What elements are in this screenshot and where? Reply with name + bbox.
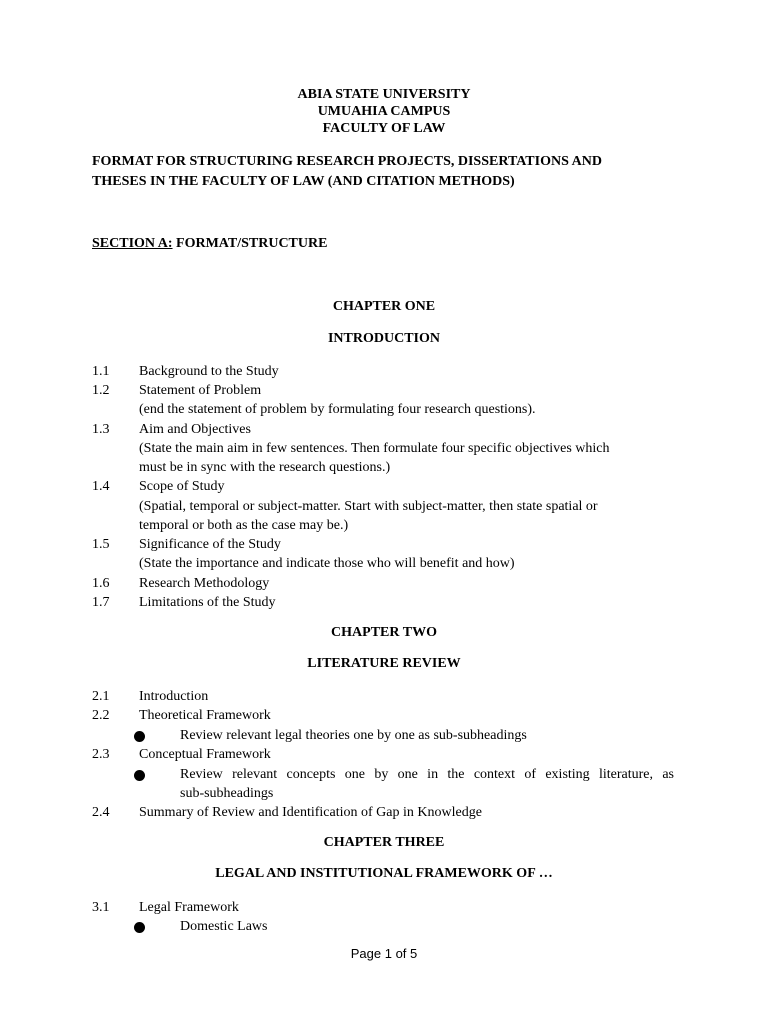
chapter-three-title: LEGAL AND INSTITUTIONAL FRAMEWORK OF …: [215, 866, 553, 881]
list-item: [0, 803, 768, 823]
list-item: [0, 420, 768, 440]
bullet-item: [0, 726, 768, 746]
list-item-note: [0, 554, 768, 574]
chapter-one-title: INTRODUCTION: [327, 331, 440, 346]
chapter-two-heading: CHAPTER TWO: [331, 625, 437, 640]
item-number: 1.1: [92, 364, 110, 379]
list-item: [0, 535, 768, 555]
bullet-icon: [134, 770, 145, 781]
list-item: [0, 381, 768, 401]
item-number: 1.6: [92, 576, 110, 591]
item-note: (State the main aim in few sentences. Then formulate four specific objectives which: [139, 441, 610, 456]
list-item: [0, 898, 768, 918]
document-title-line-1: FORMAT FOR STRUCTURING RESEARCH PROJECTS, DISSERTATIONS AND: [92, 154, 602, 169]
bullet-text: Review relevant concepts one by one in the context of existing literature, as: [180, 767, 674, 782]
document-title: [92, 152, 692, 192]
item-number: 2.4: [92, 805, 110, 820]
item-note: (Spatial, temporal or subject-matter. Start with subject-matter, then state spatial or: [139, 499, 598, 514]
bullet-icon: [134, 731, 145, 742]
bullet-item: [0, 917, 768, 937]
item-note: must be in sync with the research questions.): [139, 460, 391, 475]
campus-name: UMUAHIA CAMPUS: [317, 104, 451, 119]
item-text: Conceptual Framework: [139, 747, 271, 762]
item-number: 3.1: [92, 900, 110, 915]
list-item: [0, 574, 768, 594]
item-number: 2.2: [92, 708, 110, 723]
item-note: (State the importance and indicate those who will benefit and how): [139, 556, 515, 571]
list-item: [0, 593, 768, 613]
list-item-note: [0, 400, 768, 420]
list-item: [0, 362, 768, 382]
bullet-text: sub-subheadings: [180, 786, 274, 801]
section-heading: [92, 236, 327, 252]
item-text: Scope of Study: [139, 479, 225, 494]
item-note: (end the statement of problem by formulating four research questions).: [139, 402, 536, 417]
list-item: [0, 706, 768, 726]
item-text: Aim and Objectives: [139, 422, 251, 437]
section-label: SECTION A:: [92, 236, 173, 251]
item-text: Legal Framework: [139, 900, 239, 915]
item-text: Limitations of the Study: [139, 595, 276, 610]
page-number: Page 1 of 5: [350, 946, 418, 961]
list-item-note: [0, 439, 768, 459]
chapter-two-title: LITERATURE REVIEW: [307, 656, 461, 671]
list-item-note: [0, 458, 768, 478]
item-text: Significance of the Study: [139, 537, 281, 552]
item-text: Statement of Problem: [139, 383, 262, 398]
chapter-one-heading: CHAPTER ONE: [332, 299, 436, 314]
item-number: 2.1: [92, 689, 110, 704]
document-title-line-2: THESES IN THE FACULTY OF LAW (AND CITATION METHODS): [92, 174, 515, 189]
list-item-note: [0, 497, 768, 517]
section-title: FORMAT/STRUCTURE: [172, 236, 328, 251]
item-number: 1.4: [92, 479, 110, 494]
bullet-item-continuation: [0, 784, 768, 804]
list-item: [0, 745, 768, 765]
list-item: [0, 687, 768, 707]
list-item-note: [0, 516, 768, 536]
university-name: ABIA STATE UNIVERSITY: [297, 87, 471, 102]
item-text: Research Methodology: [139, 576, 270, 591]
item-text: Theoretical Framework: [139, 708, 271, 723]
item-text: Introduction: [139, 689, 209, 704]
chapter-three-heading: CHAPTER THREE: [323, 835, 445, 850]
item-text: Summary of Review and Identification of Gap in Knowledge: [139, 805, 482, 820]
item-number: 2.3: [92, 747, 110, 762]
bullet-text: Review relevant legal theories one by one as sub-subheadings: [180, 728, 527, 743]
item-number: 1.2: [92, 383, 110, 398]
item-number: 1.3: [92, 422, 110, 437]
item-number: 1.5: [92, 537, 110, 552]
bullet-text: Domestic Laws: [180, 919, 268, 934]
bullet-icon: [134, 922, 145, 933]
faculty-name: FACULTY OF LAW: [322, 121, 446, 136]
item-number: 1.7: [92, 595, 110, 610]
item-text: Background to the Study: [139, 364, 279, 379]
list-item: [0, 477, 768, 497]
bullet-item: [0, 765, 768, 785]
item-note: temporal or both as the case may be.): [139, 518, 349, 533]
